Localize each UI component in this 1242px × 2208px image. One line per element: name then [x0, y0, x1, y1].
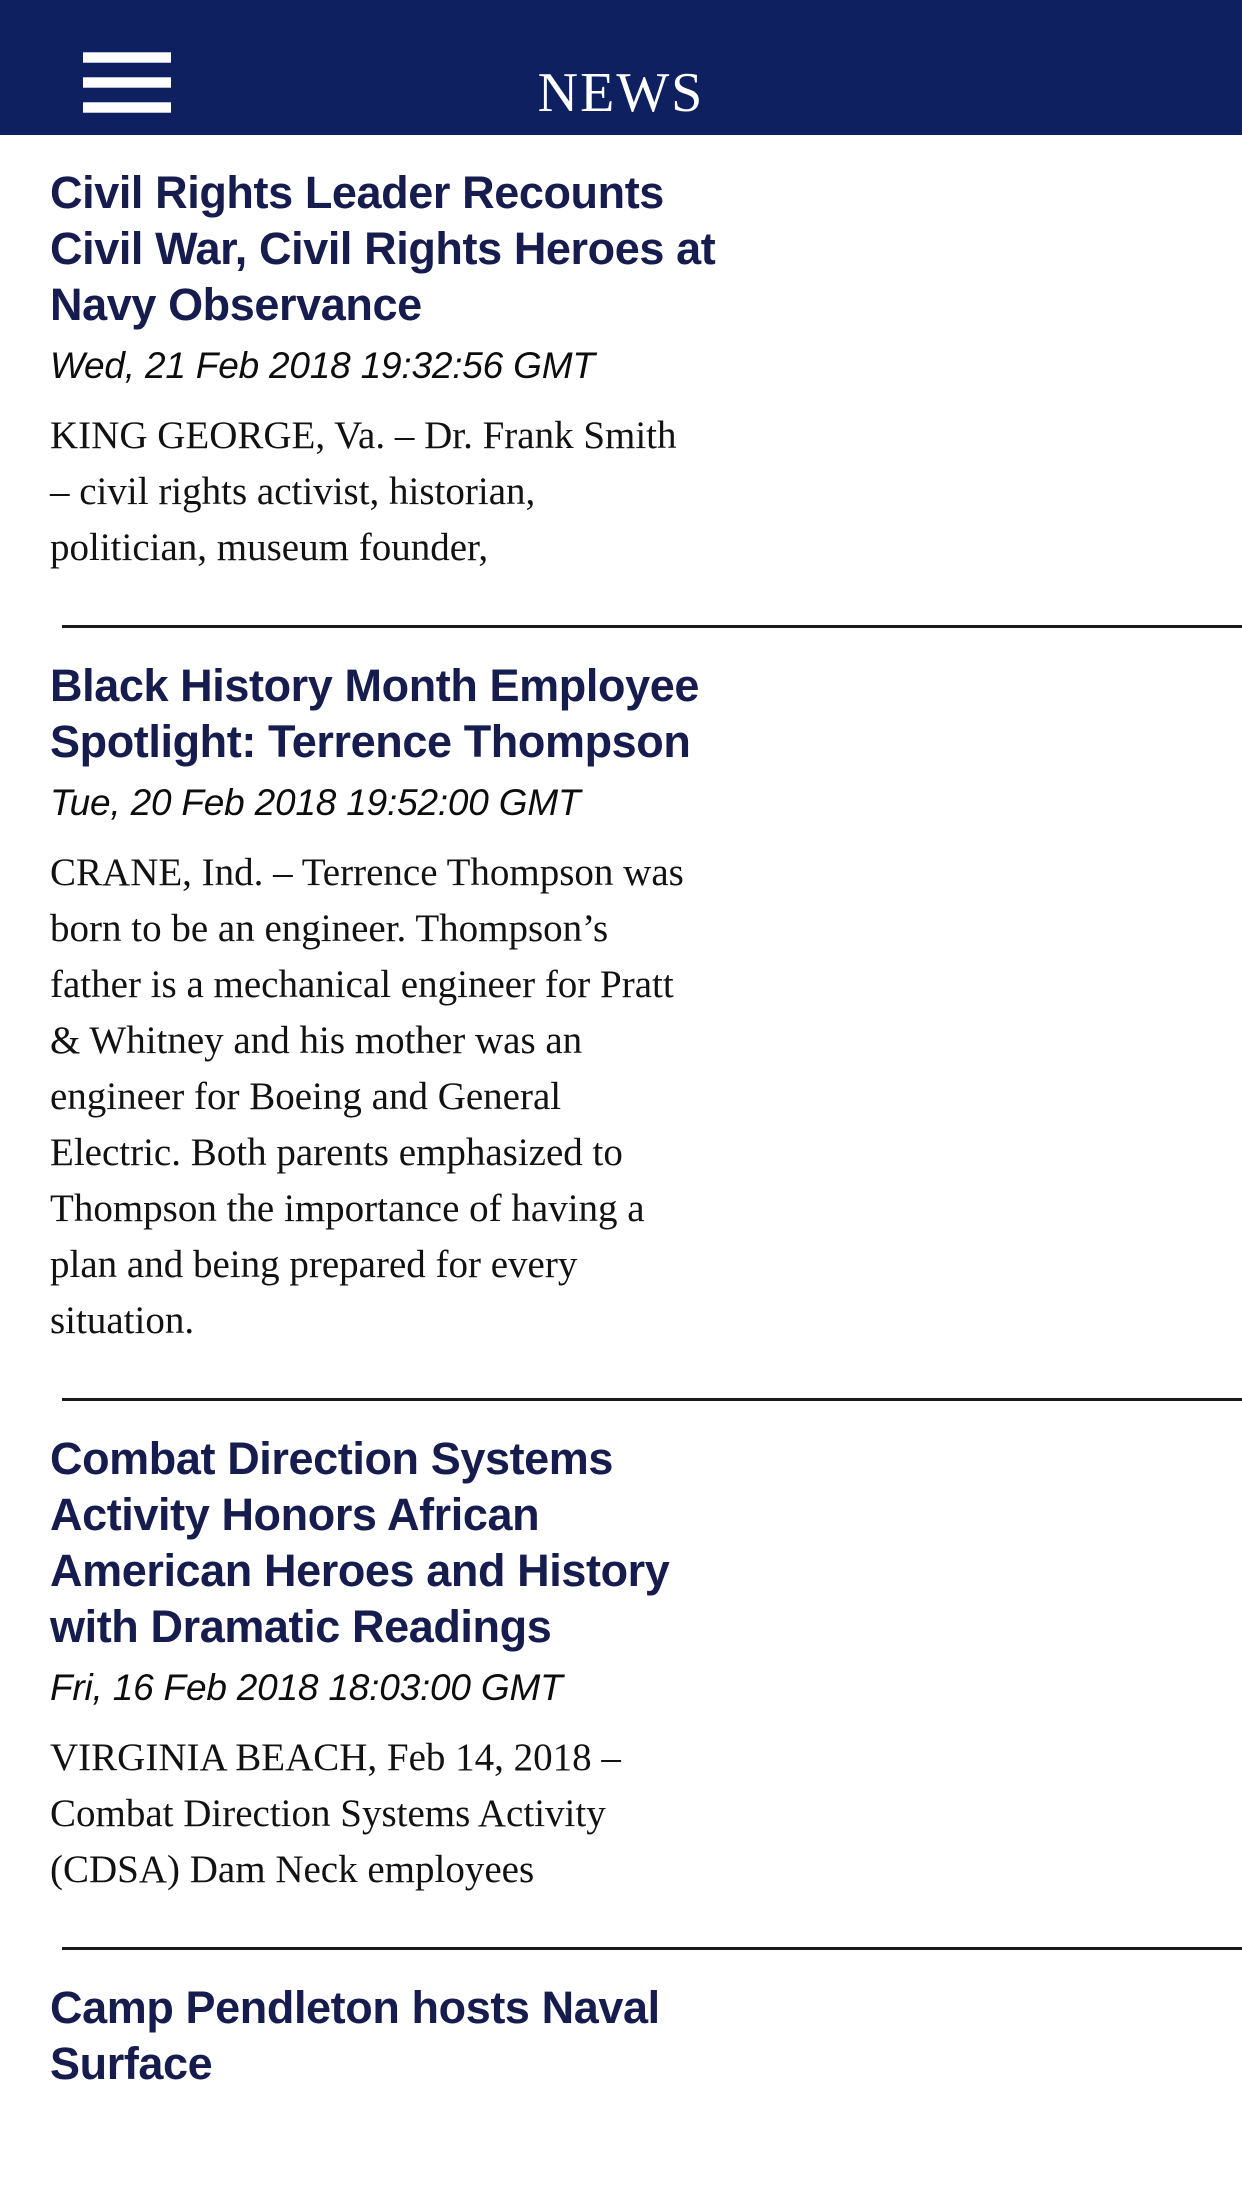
news-article	[0, 628, 1242, 1401]
news-article	[0, 1401, 1242, 1950]
article-summary: VIRGINIA BEACH, Feb 14, 2018 – Combat Direction Systems Activity (CDSA) Dam Neck employees	[50, 1736, 621, 1891]
article-timestamp: Wed, 21 Feb 2018 19:32:56 GMT	[50, 345, 595, 386]
article-summary: KING GEORGE, Va. – Dr. Frank Smith – civil rights activist, historian, politician, museum founder,	[50, 414, 677, 569]
article-title-link[interactable]: Civil Rights Leader Recounts Civil War, Civil Rights Heroes at Navy Observance	[50, 167, 716, 330]
news-feed	[0, 135, 1242, 2092]
article-title-link[interactable]: Camp Pendleton hosts Naval Surface	[50, 1982, 660, 2089]
news-article	[0, 1950, 1242, 2092]
app-header	[0, 0, 1242, 135]
article-timestamp: Tue, 20 Feb 2018 19:52:00 GMT	[50, 782, 581, 823]
article-title-link[interactable]: Black History Month Employee Spotlight: Terrence Thompson	[50, 660, 699, 767]
article-timestamp: Fri, 16 Feb 2018 18:03:00 GMT	[50, 1667, 563, 1708]
article-summary: CRANE, Ind. – Terrence Thompson was born to be an engineer. Thompson’s father is a mechanical engineer for Pratt & Whitney and his mother was an engineer for Boeing and General Electric. Both parents emphasized to Thompson the importance of having a plan and being prepared for every situation.	[50, 851, 684, 1342]
news-article	[0, 135, 1242, 628]
article-title-link[interactable]: Combat Direction Systems Activity Honors African American Heroes and History with Dramatic Readings	[50, 1433, 670, 1652]
page-title: NEWS	[537, 62, 705, 124]
